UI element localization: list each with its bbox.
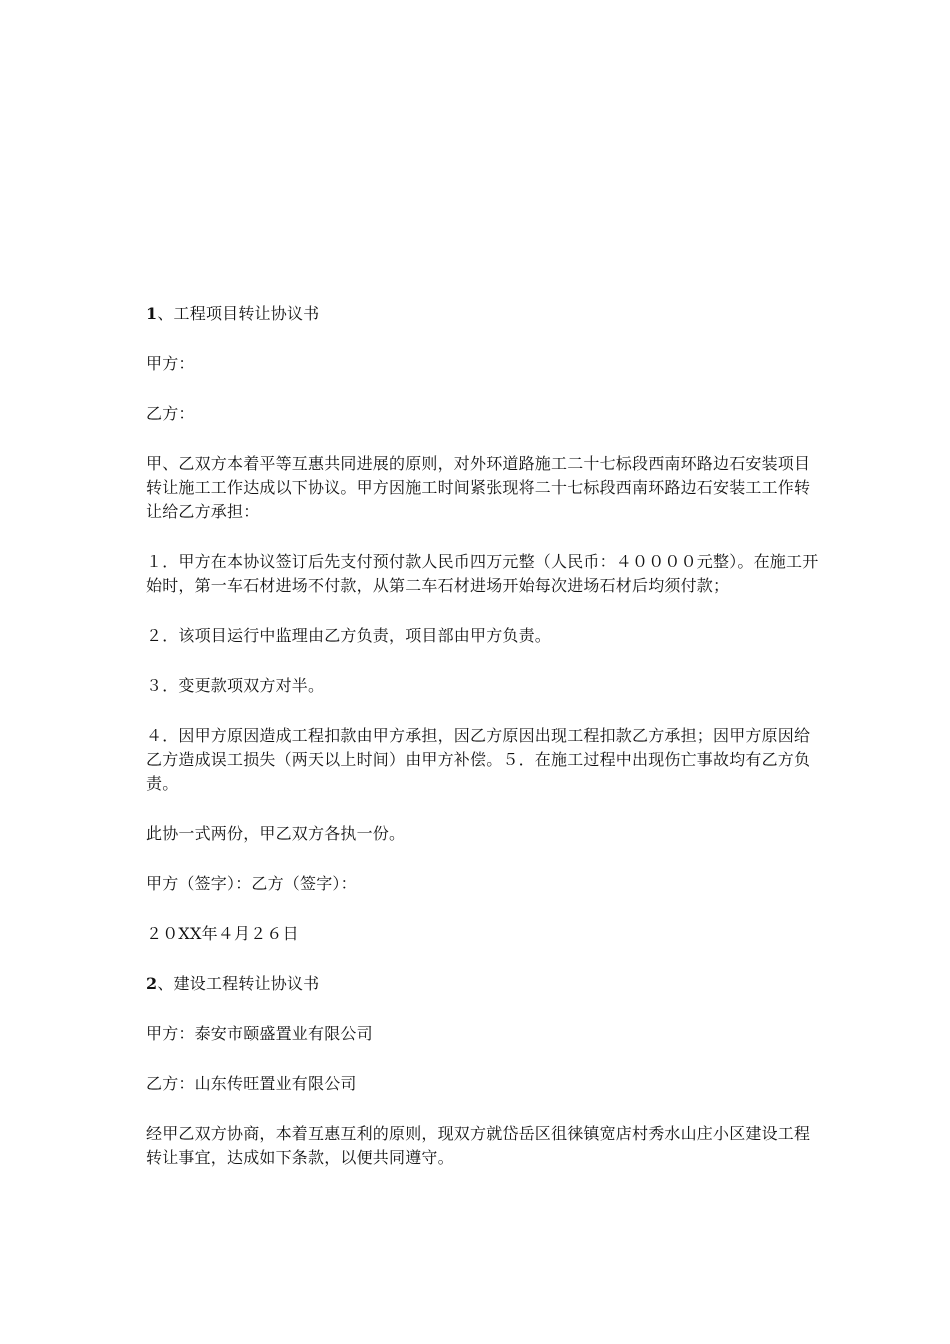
section-1-number: 1 (146, 304, 158, 323)
section-1-clause-4: ４．因甲方原因造成工程扣款由甲方承担，因乙方原因出现工程扣款乙方承担；因甲方原因给乙方造成误工损失（两天以上时间）由甲方补偿。５．在施工过程中出现伤亡事故均有乙方负责。 (146, 726, 811, 793)
section-1-clause-2: ２．该项目运行中监理由乙方负责，项目部由甲方负责。 (146, 626, 552, 645)
section-1-title: 、工程项目转让协议书 (157, 304, 320, 323)
section-1-clause-3: ３．变更款项双方对半。 (146, 676, 325, 695)
section-2-title: 、建设工程转让协议书 (157, 974, 320, 993)
section-1-party-b: 乙方： (146, 404, 195, 423)
section-2-party-b: 乙方：山东传旺置业有限公司 (146, 1074, 357, 1093)
section-1-signatures: 甲方（签字）：乙方（签字）： (146, 874, 357, 893)
section-1-heading (146, 302, 826, 326)
section-1-intro: 甲、乙双方本着平等互惠共同进展的原则，对外环道路施工二十七标段西南环路边石安装项目转让施工工作达成以下协议。甲方因施工时间紧张现将二十七标段西南环路边石安装工工作转让给乙方承担： (146, 454, 811, 521)
section-2-party-a: 甲方：泰安市颐盛置业有限公司 (146, 1024, 373, 1043)
section-1-copies: 此协一式两份，甲乙双方各执一份。 (146, 824, 406, 843)
section-2-number: 2 (146, 974, 158, 993)
document-body (146, 302, 826, 1196)
section-2-heading (146, 972, 826, 996)
section-2-intro: 经甲乙双方协商，本着互惠互利的原则，现双方就岱岳区徂徕镇宽店村秀水山庄小区建设工程转让事宜，达成如下条款，以便共同遵守。 (146, 1124, 811, 1167)
section-1-party-a: 甲方： (146, 354, 195, 373)
section-1-clause-1: １．甲方在本协议签订后先支付预付款人民币四万元整（人民币：４００００元整）。在施工开始时，第一车石材进场不付款，从第二车石材进场开始每次进场石材后均须付款； (146, 552, 819, 595)
section-1-date: ２０XX年４月２６日 (146, 924, 299, 943)
